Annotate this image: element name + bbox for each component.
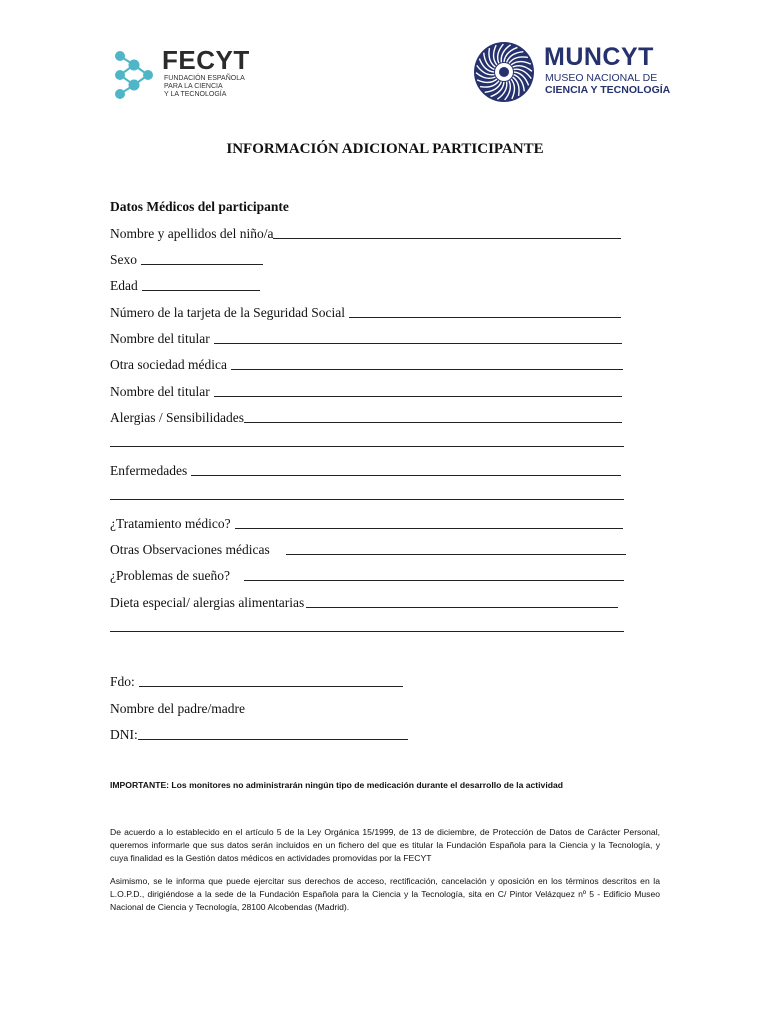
field-enfermedades [110, 463, 621, 479]
edad-input-line[interactable] [142, 290, 260, 291]
nombre-nino-input-line[interactable] [273, 238, 621, 239]
field-label: Otra sociedad médica [110, 357, 227, 372]
muncyt-subtitle-line2: CIENCIA Y TECNOLOGÍA [545, 84, 671, 96]
field-label: ¿Tratamiento médico? [110, 516, 231, 531]
field-label: Nombre y apellidos del niño/a [110, 226, 274, 241]
tratamiento-input-line[interactable] [235, 528, 623, 529]
field-label: DNI: [110, 727, 138, 742]
muncyt-subtitle-line1: MUSEO NACIONAL DE [545, 72, 658, 84]
muncyt-logo [472, 40, 672, 104]
field-nombre-nino [110, 226, 621, 242]
dni-input-line[interactable] [138, 739, 408, 740]
page-title: INFORMACIÓN ADICIONAL PARTICIPANTE [226, 141, 544, 157]
field-label: ¿Problemas de sueño? [110, 568, 230, 583]
field-tratamiento [110, 516, 623, 532]
field-alergias [110, 410, 622, 426]
field-label: Dieta especial/ alergias alimentarias [110, 595, 305, 610]
enfermedades-input-line[interactable] [191, 475, 621, 476]
field-label: Edad [110, 278, 138, 293]
alergias-input-line[interactable] [244, 422, 622, 423]
field-label: Sexo [110, 252, 137, 267]
dieta-continuation-line[interactable] [110, 631, 624, 632]
field-label: Otras Observaciones médicas [110, 542, 270, 557]
field-label: Nombre del titular [110, 331, 210, 346]
field-otra-sociedad [110, 357, 623, 373]
field-sexo [110, 252, 263, 268]
muncyt-wordmark: MUNCYT [544, 43, 654, 71]
fecyt-subtitle: FUNDACIÓN ESPAÑOLA PARA LA CIENCIA Y LA TECNOLOGÍA [164, 75, 245, 98]
alergias-continuation-line[interactable] [110, 446, 624, 447]
dieta-input-line[interactable] [306, 607, 618, 608]
fdo-input-line[interactable] [139, 686, 403, 687]
enfermedades-continuation-line[interactable] [110, 499, 624, 500]
fecyt-logo [108, 47, 258, 103]
field-label: Número de la tarjeta de la Seguridad Social [110, 305, 346, 320]
field-nombre-padre [110, 701, 245, 717]
sexo-input-line[interactable] [141, 264, 263, 265]
fecyt-molecule-icon [108, 47, 158, 103]
field-fdo [110, 674, 403, 690]
field-tarjeta-ss [110, 305, 621, 321]
field-edad [110, 278, 260, 294]
observaciones-input-line[interactable] [286, 554, 626, 555]
titular-2-input-line[interactable] [214, 396, 622, 397]
section-heading: Datos Médicos del participante [110, 199, 289, 214]
problemas-sueno-input-line[interactable] [244, 580, 624, 581]
field-titular-2 [110, 384, 622, 400]
field-label: Fdo: [110, 674, 135, 689]
legal-paragraph-1: De acuerdo a lo establecido en el artículo 5 de la Ley Orgánica 15/1999, de 13 de diciembre, de Protección de Datos de Carácter Personal, queremos informarle que sus datos serán incluidos en un fichero del que es titular la Fundación Española para la Ciencia y la Tecnología, y cuya finalidad es la Gestión datos médicos en actividades promovidas por la FECYT [110, 827, 660, 863]
tarjeta-ss-input-line[interactable] [349, 317, 621, 318]
field-label: Alergias / Sensibilidades [110, 410, 244, 425]
legal-paragraph-2: Asimismo, se le informa que puede ejercitar sus derechos de acceso, rectificación, cancelación y oposición en los términos descritos en la L.O.P.D., dirigiéndose a la sede de la Fundación Española para la Ciencia y la Tecnología, sita en C/ Pintor Velázquez nº 5 - Edificio Museo Nacional de Ciencia y Tecnología, 28100 Alcobendas (Madrid). [110, 876, 660, 912]
important-notice: IMPORTANTE: Los monitores no administrarán ningún tipo de medicación durante el desarrollo de la actividad [110, 780, 563, 790]
otra-sociedad-input-line[interactable] [231, 369, 623, 370]
field-titular-1 [110, 331, 622, 347]
field-dni [110, 727, 408, 743]
field-observaciones [110, 542, 626, 558]
titular-1-input-line[interactable] [214, 343, 622, 344]
field-problemas-sueno [110, 568, 624, 584]
muncyt-sunburst-icon [472, 40, 536, 104]
field-dieta [110, 595, 618, 611]
field-label: Nombre del padre/madre [110, 701, 245, 716]
field-label: Nombre del titular [110, 384, 210, 399]
fecyt-wordmark: FECYT [162, 45, 250, 75]
field-label: Enfermedades [110, 463, 188, 478]
